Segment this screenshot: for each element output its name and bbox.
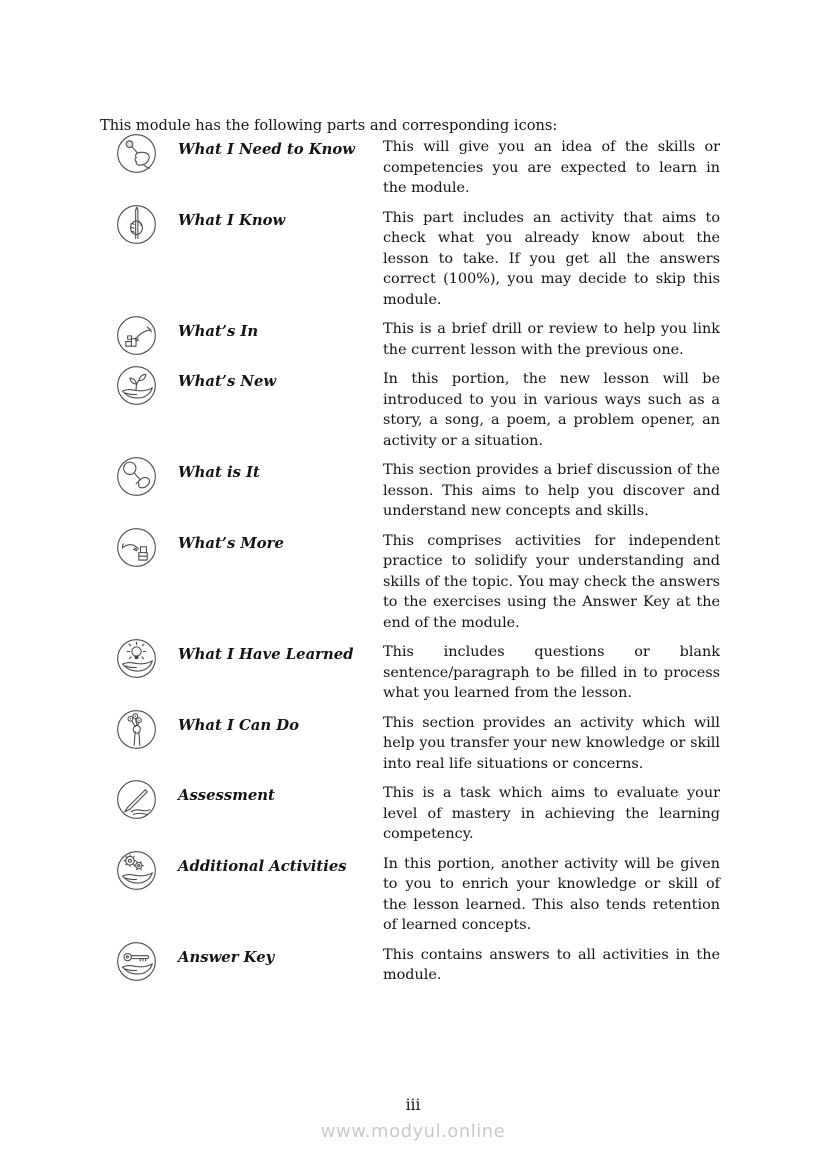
module-part-row — [100, 208, 720, 311]
pointing-hand-icon — [116, 133, 157, 174]
hand-reaching-blocks-icon — [116, 315, 157, 356]
module-part-row — [100, 531, 720, 634]
part-label: What is It — [178, 464, 260, 481]
part-label: Assessment — [178, 787, 275, 804]
part-label: What’s New — [178, 373, 277, 390]
part-description: This section provides a brief discussion of the lesson. This aims to help you discover and understand new concepts and skills. — [383, 462, 720, 519]
hand-holding-lightbulb-icon — [116, 638, 157, 679]
part-description: This will give you an idea of the skills or competencies you are expected to learn in the module. — [383, 139, 720, 196]
module-part-row — [100, 137, 720, 199]
module-part-row — [100, 783, 720, 845]
part-description: This contains answers to all activities in the module. — [383, 946, 720, 983]
part-description: This is a brief drill or review to help you link the current lesson with the previous one. — [383, 321, 720, 358]
part-label: What’s More — [178, 534, 284, 552]
module-part-row — [100, 319, 720, 360]
watermark-text: www.modyul.online — [320, 1121, 506, 1142]
hand-with-gears-icon — [116, 850, 157, 891]
hand-writing-pen-icon — [116, 779, 157, 820]
part-description: In this portion, another activity will be given to you to enrich your knowledge or skill of the lesson learned. This also tends retention of learned concepts. — [383, 855, 720, 933]
part-label: What I Know — [178, 211, 286, 229]
part-label: What’s In — [178, 323, 259, 340]
part-label: Answer Key — [178, 948, 275, 966]
part-description: This comprises activities for independent practice to solidify your understanding and skills of the topic. You may check the answers to the exercises using the Answer Key at the end of the module. — [383, 532, 720, 631]
raised-hand-flowers-icon — [116, 709, 157, 750]
module-part-row — [100, 460, 720, 522]
module-part-row — [100, 369, 720, 451]
part-label: What I Need to Know — [178, 141, 355, 158]
part-description: In this portion, the new lesson will be introduced to you in various ways such as a story, a song, a poem, a problem opener, an activity or a situation. — [383, 371, 720, 449]
intro-text: This module has the following parts and corresponding icons: — [100, 116, 558, 134]
page-number: iii — [405, 1096, 421, 1114]
module-part-row — [100, 642, 720, 704]
module-part-row — [100, 713, 720, 775]
hand-holding-pencil-icon — [116, 204, 157, 245]
part-description: This is a task which aims to evaluate your level of mastery in achieving the learning competency. — [383, 785, 720, 842]
hand-holding-sprout-icon — [116, 365, 157, 406]
hand-holding-magnifier-icon — [116, 456, 157, 497]
part-label: What I Have Learned — [178, 646, 354, 663]
part-description: This section provides an activity which will help you transfer your new knowledge or skill into real life situations or concerns. — [383, 714, 720, 772]
part-label: Additional Activities — [178, 857, 347, 875]
part-description: This part includes an activity that aims to check what you already know about the lesson to take. If you get all the answers correct (100%), you may decide to skip this module. — [383, 209, 720, 308]
module-part-row — [100, 945, 720, 986]
part-label: What I Can Do — [178, 716, 299, 734]
hand-holding-key-icon — [116, 941, 157, 982]
module-part-row — [100, 854, 720, 936]
module-parts-list — [100, 137, 720, 995]
hand-stacking-blocks-icon — [116, 527, 157, 568]
part-description: This includes questions or blank sentence/paragraph to be filled in to process what you learned from the lesson. — [383, 644, 720, 701]
